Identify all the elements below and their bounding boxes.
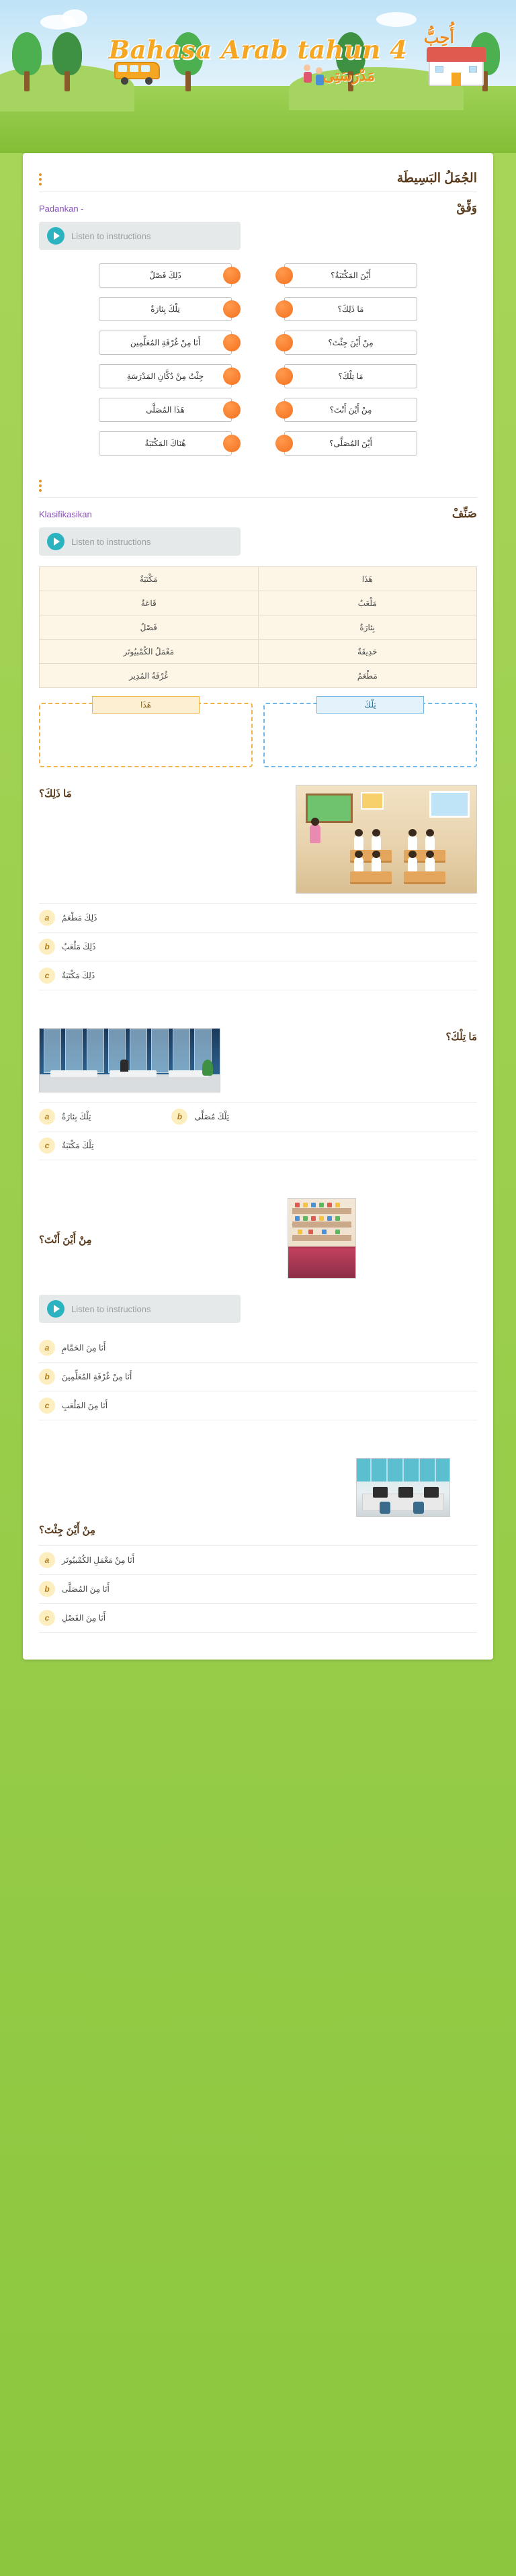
- section-1-header: [39, 167, 477, 192]
- question-3: [39, 1180, 477, 1420]
- table-row: [40, 640, 477, 664]
- question-3-image: [288, 1198, 356, 1279]
- option-text: أَنَا مِنْ مَعْمَلِ الكُمْبيُوتَر: [62, 1555, 135, 1565]
- match-box-label: مَا تِلْكَ؟: [284, 364, 417, 388]
- question-2: [39, 1011, 477, 1160]
- option-badge: b: [39, 1581, 55, 1597]
- match-item[interactable]: [99, 398, 232, 422]
- table-row: [40, 591, 477, 615]
- question-1-image: [296, 785, 477, 894]
- option-badge: c: [39, 1137, 55, 1154]
- classroom-illustration: [296, 785, 476, 893]
- match-box-label: أَيْنَ المَكْتَبَةُ؟: [284, 263, 417, 288]
- play-icon[interactable]: [47, 533, 64, 550]
- cloud-icon: [62, 9, 87, 27]
- header-banner: [0, 0, 516, 153]
- option-row[interactable]: [39, 933, 477, 961]
- listen-label-3: Listen to instructions: [71, 1303, 151, 1314]
- match-connector-dot[interactable]: [275, 267, 293, 284]
- option-badge: b: [171, 1109, 187, 1125]
- option-text: أَنَا مِنَ الحَمَّامِ: [62, 1343, 106, 1353]
- word-cell[interactable]: غُرْفَةُ المُدِير: [40, 664, 259, 688]
- matching-exercise: [39, 261, 477, 473]
- word-cell[interactable]: مَلْعَبٌ: [258, 591, 477, 615]
- word-cell[interactable]: مَكْتَبَةٌ: [40, 567, 259, 591]
- word-cell[interactable]: قَاعَةٌ: [40, 591, 259, 615]
- match-item[interactable]: [284, 297, 417, 321]
- match-connector-dot[interactable]: [223, 435, 241, 452]
- word-cell[interactable]: مَطْعَمٌ: [258, 664, 477, 688]
- option-row[interactable]: [39, 1131, 477, 1160]
- drop-zone-label: هَذَا: [92, 696, 200, 714]
- question-1-text: مَا ذَلِكَ؟: [39, 788, 72, 800]
- match-connector-dot[interactable]: [223, 401, 241, 419]
- question-1: [39, 767, 477, 990]
- match-item[interactable]: [99, 431, 232, 456]
- option-row[interactable]: [39, 1546, 477, 1575]
- option-text: أَنَا مِنَ المَلْعَبِ: [62, 1401, 108, 1410]
- option-text: أَنَا مِنْ غُرْفَةِ المُعَلِّمِينَ: [62, 1372, 132, 1381]
- option-badge: a: [39, 1340, 55, 1356]
- match-item[interactable]: [99, 364, 232, 388]
- drop-zone-hadha[interactable]: [39, 700, 253, 767]
- page-title: Bahasa Arab tahun 4: [108, 35, 408, 65]
- header-arabic-right: أُحِبُّ: [423, 29, 454, 47]
- option-row[interactable]: [39, 1363, 477, 1391]
- option-text: ذَلِكَ مَلْعَبٌ: [62, 942, 96, 951]
- question-2-text: مَا تِلْكَ؟: [445, 1031, 477, 1043]
- option-row[interactable]: [39, 961, 477, 990]
- listen-label-1: Listen to instructions: [71, 230, 151, 241]
- option-row-inline: [39, 1103, 477, 1131]
- section-1-subtitle-arabic: وَفِّقْ: [456, 202, 477, 214]
- science-lab-photo: [40, 1029, 220, 1092]
- match-connector-dot[interactable]: [223, 300, 241, 318]
- section-1-subtitle: Padankan -: [39, 203, 84, 214]
- option-text: تِلْكَ مُصَلَّى: [194, 1112, 230, 1121]
- option-badge: a: [39, 1552, 55, 1568]
- word-cell[interactable]: هَذَا: [258, 567, 477, 591]
- match-box-label: هَذَا المُصَلَّى: [99, 398, 232, 422]
- word-cell[interactable]: بِئارَةٌ: [258, 615, 477, 640]
- match-box-label: أَيْنَ المُصَلَّى؟: [284, 431, 417, 456]
- match-connector-dot[interactable]: [275, 334, 293, 351]
- student-figure-icon: [304, 65, 312, 83]
- drop-zone-label: تِلْكَ: [316, 696, 424, 714]
- table-row: [40, 664, 477, 688]
- matching-column-left: [99, 263, 232, 456]
- bus-icon: [114, 62, 160, 85]
- classification-word-table: [39, 566, 477, 688]
- play-icon[interactable]: [47, 227, 64, 245]
- option-row[interactable]: [39, 1109, 91, 1125]
- match-connector-dot[interactable]: [223, 334, 241, 351]
- option-row[interactable]: [39, 904, 477, 933]
- match-box-label: مِنْ أَيْنَ أَنْتَ؟: [284, 398, 417, 422]
- question-3-text: مِنْ أَيْنَ أَنْتَ؟: [39, 1234, 92, 1246]
- match-item[interactable]: [284, 431, 417, 456]
- match-item[interactable]: [284, 364, 417, 388]
- option-badge: a: [39, 1109, 55, 1125]
- question-2-image: [39, 1028, 220, 1092]
- word-cell[interactable]: فَصْلٌ: [40, 615, 259, 640]
- match-box-label: تِلْكَ بِئارَةٌ: [99, 297, 232, 321]
- option-row[interactable]: [171, 1109, 229, 1125]
- match-item[interactable]: [284, 263, 417, 288]
- option-text: تِلْكَ بِئارَةٌ: [62, 1112, 91, 1121]
- section-1-title: الجُمَلُ البَسِيطَة: [396, 171, 477, 185]
- match-box-label: مِنْ أَيْنَ جِئْتَ؟: [284, 331, 417, 355]
- table-row: [40, 615, 477, 640]
- option-row[interactable]: [39, 1391, 477, 1420]
- match-box-label: هُنَاكَ المَكْتَبَةُ: [99, 431, 232, 456]
- match-box-label: ذَلِكَ فَصْلٌ: [99, 263, 232, 288]
- match-item[interactable]: [99, 331, 232, 355]
- match-connector-dot[interactable]: [275, 300, 293, 318]
- match-connector-dot[interactable]: [275, 435, 293, 452]
- header-arabic-sub: مَدْرَسَتِى: [322, 67, 375, 84]
- match-item[interactable]: [284, 331, 417, 355]
- option-text: ذَلِكَ مَكْتَبَةٌ: [62, 971, 95, 980]
- option-badge: c: [39, 1610, 55, 1626]
- section-2-subtitle-row: [39, 498, 477, 523]
- match-connector-dot[interactable]: [223, 368, 241, 385]
- option-text: أَنَا مِنَ المُصَلَّى: [62, 1584, 110, 1594]
- match-connector-dot[interactable]: [275, 368, 293, 385]
- word-cell[interactable]: حَدِيقَةٌ: [258, 640, 477, 664]
- match-item[interactable]: [99, 297, 232, 321]
- word-cell[interactable]: مَعْمَلُ الكُمْبيُوتَر: [40, 640, 259, 664]
- match-box-label: أَنَا مِنْ غُرْفَةِ المُعَلِّمِين: [99, 331, 232, 355]
- match-connector-dot[interactable]: [275, 401, 293, 419]
- drop-zone-tilka[interactable]: [263, 700, 477, 767]
- section-1-subtitle-row: [39, 192, 477, 218]
- question-4: [39, 1441, 477, 1633]
- drag-handle-dots-icon[interactable]: [39, 477, 46, 492]
- option-row[interactable]: [39, 1575, 477, 1604]
- option-text: تِلْكَ مَكْتَبَةٌ: [62, 1141, 94, 1150]
- listen-label-2: Listen to instructions: [71, 536, 151, 547]
- option-badge: c: [39, 968, 55, 984]
- match-box-label: جِئْتُ مِنْ دُكَّانِ المَدْرَسَةِ: [99, 364, 232, 388]
- option-row[interactable]: [39, 1604, 477, 1633]
- cloud-icon: [376, 12, 417, 27]
- canteen-photo: [288, 1199, 355, 1278]
- option-badge: c: [39, 1398, 55, 1414]
- section-2-subtitle: Klasifikasikan: [39, 509, 92, 519]
- matching-column-right: [284, 263, 417, 456]
- play-icon[interactable]: [47, 1300, 64, 1318]
- worksheet-sheet: [23, 153, 493, 1660]
- drop-zones-row: [39, 700, 477, 767]
- question-4-text: مِنْ أَيْنَ جِئْتَ؟: [39, 1525, 96, 1536]
- section-2-subtitle-arabic: صَنِّفْ: [452, 507, 477, 520]
- option-badge: b: [39, 1369, 55, 1385]
- drag-handle-dots-icon[interactable]: [39, 171, 46, 185]
- section-2-header: [39, 473, 477, 498]
- question-4-image: [356, 1458, 450, 1517]
- match-box-label: مَا ذَلِكَ؟: [284, 297, 417, 321]
- option-text: ذَلِكَ مَطْعَمٌ: [62, 913, 97, 922]
- option-row[interactable]: [39, 1334, 477, 1363]
- computer-lab-photo: [357, 1459, 449, 1516]
- option-text: أَنَا مِنَ الفَصْلِ: [62, 1613, 106, 1623]
- table-row: [40, 567, 477, 591]
- listen-instructions-bar-2[interactable]: [39, 527, 241, 556]
- option-badge: b: [39, 939, 55, 955]
- listen-instructions-bar-3[interactable]: [39, 1295, 241, 1323]
- match-connector-dot[interactable]: [223, 267, 241, 284]
- match-item[interactable]: [284, 398, 417, 422]
- match-item[interactable]: [99, 263, 232, 288]
- listen-instructions-bar-1[interactable]: [39, 222, 241, 250]
- option-badge: a: [39, 910, 55, 926]
